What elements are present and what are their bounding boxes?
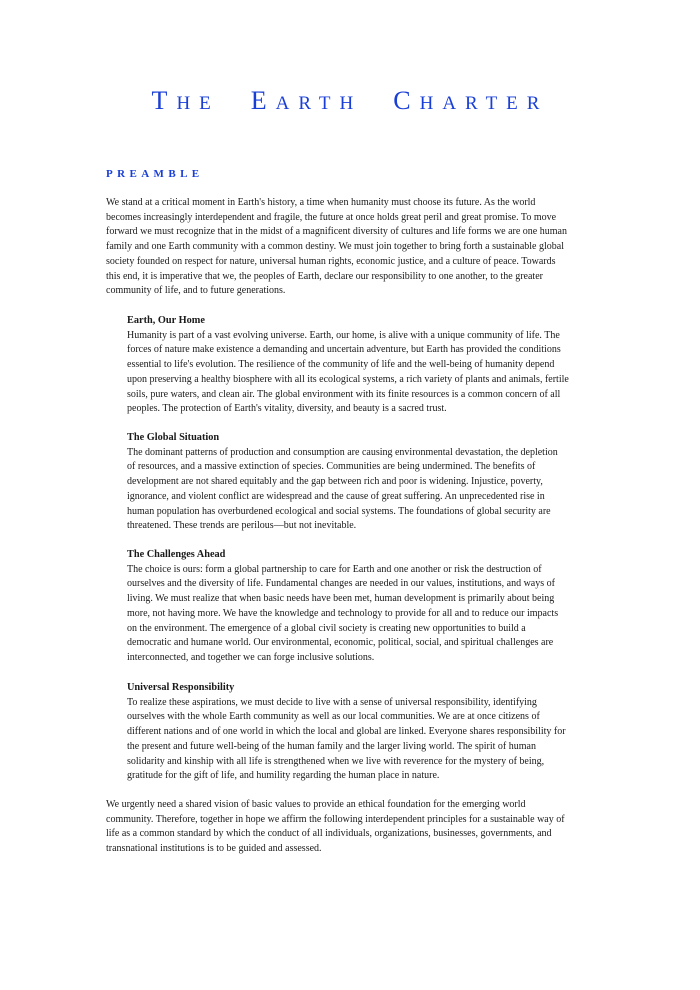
subsection-paragraph	[127, 696, 589, 784]
paragraph-line: more, not having more. We have the knowledge and technology to provide for all and to reduce our impacts	[127, 607, 559, 619]
subsection-paragraph	[127, 329, 589, 417]
subsection-global-situation	[127, 431, 589, 534]
paragraph-line: The dominant patterns of production and consumption are causing environmental devastation, the depletion	[127, 446, 558, 458]
paragraph-line: ourselves and the diversity of life. Fundamental changes are needed in our values, institutions, and ways of	[127, 578, 555, 590]
section-heading-preamble: PREAMBLE	[106, 168, 204, 180]
closing-line: community. Therefore, together in hope we affirm the following interdependent principles for a sustainable way of	[106, 813, 565, 825]
intro-line: becomes increasingly interdependent and fragile, the future at once holds great peril and great promise. To move	[106, 211, 557, 223]
paragraph-line: of resources, and a massive extinction of species. Communities are being undermined. The benefits of	[127, 461, 536, 473]
paragraph-line: on the environment. The emergence of a global civil society is creating new opportunities to build a	[127, 622, 526, 634]
subsection-earth-our-home	[127, 314, 589, 417]
intro-line: family and one Earth community with a common destiny. We must join together to bring forth a sustainable global	[106, 241, 564, 253]
closing-paragraph	[106, 798, 590, 857]
intro-line: We stand at a critical moment in Earth's history, a time when humanity must choose its future. As the world	[106, 197, 536, 208]
closing-line: transnational institutions is to be guided and assessed.	[106, 843, 322, 855]
paragraph-line: development are not shared equitably and the gap between rich and poor is widening. Injustice, poverty,	[127, 476, 543, 488]
paragraph-line: living. We must realize that when basic needs have been met, human development is primarily about being	[127, 593, 555, 605]
intro-line: this end, it is imperative that we, the peoples of Earth, declare our responsibility to one another, to the greater	[106, 270, 543, 282]
subsection-heading: The Challenges Ahead	[127, 549, 226, 560]
intro-line: community of life, and to future generations.	[106, 285, 286, 297]
subsection-paragraph	[127, 446, 589, 534]
paragraph-line: the present and future well-being of the human family and the larger living world. The spirit of human	[127, 740, 536, 752]
closing-line: We urgently need a shared vision of basic values to provide an ethical foundation for the emerging world	[106, 799, 526, 810]
intro-line: society founded on respect for nature, universal human rights, economic justice, and a culture of peace. Towards	[106, 255, 556, 267]
paragraph-line: solidarity and kinship with all life is strengthened when we live with reverence for the mystery of being,	[127, 755, 545, 767]
document-title	[0, 86, 700, 119]
subsection-heading: Earth, Our Home	[127, 315, 205, 326]
paragraph-line: To realize these aspirations, we must decide to live with a sense of universal responsibility, identifying	[127, 696, 537, 708]
paragraph-line: The choice is ours: form a global partnership to care for Earth and one another or risk the destruction of	[127, 563, 542, 575]
subsection-heading: Universal Responsibility	[127, 682, 235, 693]
paragraph-line: ourselves with the whole Earth community as well as our local communities. We are at once citizens of	[127, 711, 540, 723]
paragraph-line: upon preserving a healthy biosphere with all its ecological systems, a rich variety of plants and animals, fertile	[127, 373, 569, 385]
document-title-text: THE EARTH CHARTER	[151, 86, 549, 115]
paragraph-line: Humanity is part of a vast evolving universe. Earth, our home, is alive with a unique community of life. The	[127, 329, 560, 341]
subsection-challenges-ahead	[127, 548, 589, 666]
paragraph-line: gratitude for the gift of life, and humility regarding the human place in nature.	[127, 770, 440, 782]
closing-line: life as a common standard by which the conduct of all individuals, organizations, businesses, governments, and	[106, 828, 552, 840]
paragraph-line: threatened. These trends are perilous—but not inevitable.	[127, 520, 357, 532]
paragraph-line: democratic and humane world. Our environmental, economic, political, social, and spiritual challenges are	[127, 637, 554, 649]
paragraph-line: different nations and of one world in which the local and global are linked. Everyone shares responsibility for	[127, 726, 566, 738]
paragraph-line: forces of nature make existence a demanding and uncertain adventure, but Earth has provided the conditions	[127, 344, 561, 356]
subsection-heading: The Global Situation	[127, 432, 220, 443]
subsection-paragraph	[127, 563, 589, 666]
paragraph-line: interconnected, and together we can forge inclusive solutions.	[127, 651, 375, 663]
paragraph-line: human population has overburdened ecological and social systems. The foundations of global security are	[127, 505, 551, 517]
paragraph-line: peoples. The protection of Earth's vitality, diversity, and beauty is a sacred trust.	[127, 403, 447, 415]
paragraph-line: soils, pure waters, and clean air. The global environment with its finite resources is a common concern of all	[127, 388, 561, 400]
paragraph-line: essential to life's evolution. The resilience of the community of life and the well-being of humanity depend	[127, 359, 555, 371]
intro-paragraph	[106, 196, 590, 299]
intro-line: forward we must recognize that in the midst of a magnificent diversity of cultures and life forms we are one human	[106, 226, 567, 238]
subsection-universal-responsibility	[127, 681, 589, 784]
paragraph-line: ignorance, and violent conflict are widespread and the cause of great suffering. An unprecedented rise in	[127, 490, 545, 502]
